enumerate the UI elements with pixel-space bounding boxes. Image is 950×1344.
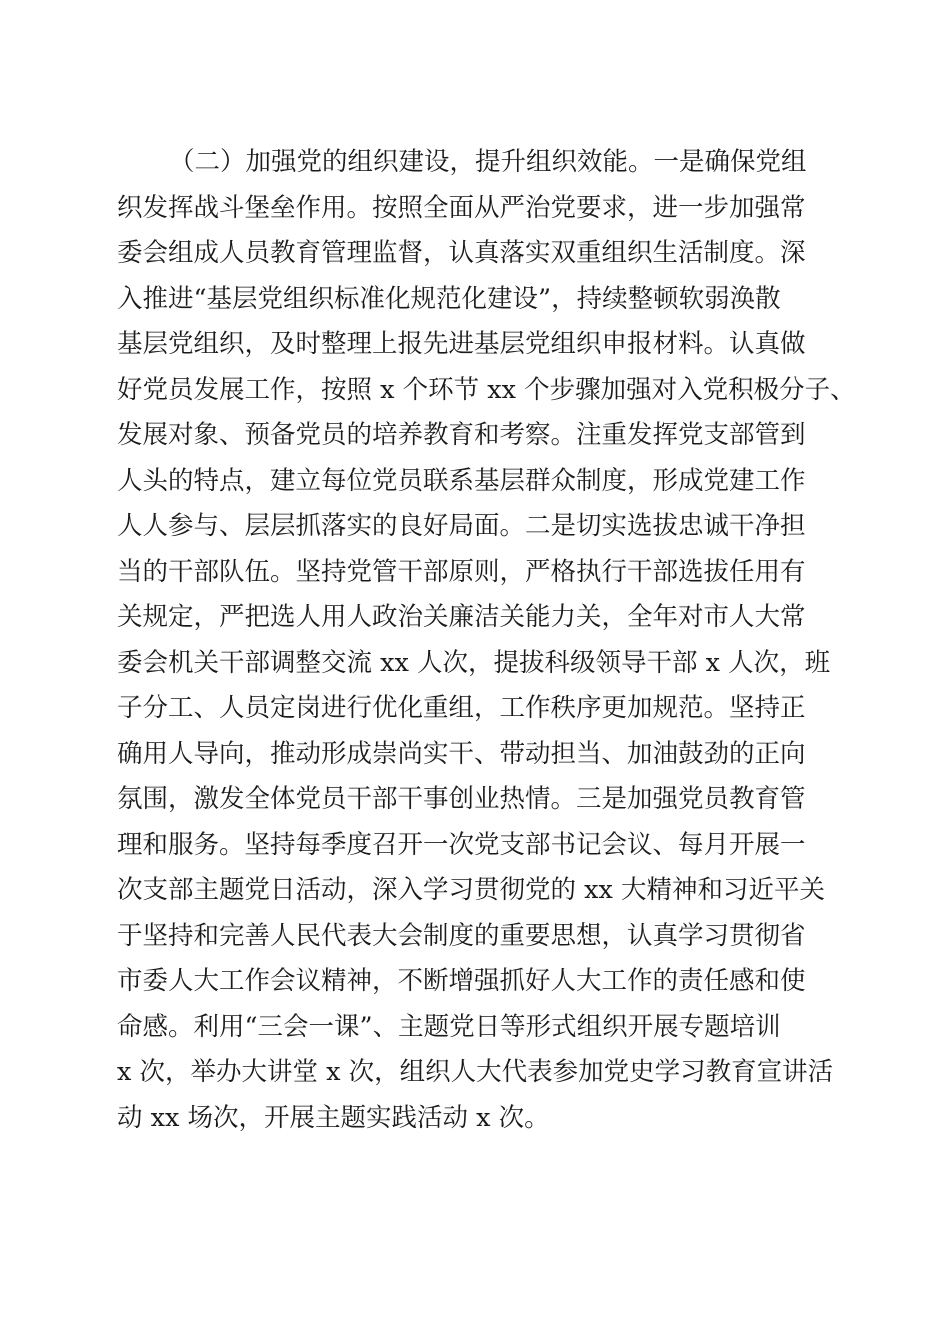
text-line: 关规定，严把选人用人政治关廉洁关能力关，全年对市人大常 — [117, 602, 806, 632]
text-line: 氛围，激发全体党员干部干事创业热情。三是加强党员教育管 — [117, 784, 806, 814]
text-line: 委会组成人员教育管理监督，认真落实双重组织生活制度。深 — [117, 238, 806, 268]
text-line: 基层党组织，及时整理上报先进基层党组织申报材料。认真做 — [117, 329, 806, 359]
text-line: 市委人大工作会议精神，不断增强抓好人大工作的责任感和使 — [117, 966, 806, 996]
text-line: 动 xx 场次，开展主题实践活动 x 次。 — [117, 1102, 550, 1133]
text-line: 委会机关干部调整交流 xx 人次，提拔科级领导干部 x 人次，班 — [117, 647, 831, 678]
text-line: 织发挥战斗堡垒作用。按照全面从严治党要求，进一步加强常 — [117, 192, 806, 223]
text-line: 发展对象、预备党员的培养教育和考察。注重发挥党支部管到 — [117, 420, 806, 450]
text-line: 人人参与、层层抓落实的良好局面。二是切实选拔忠诚干净担 — [117, 511, 806, 541]
text-line: 命感。利用“三会一课”、主题党日等形式组织开展专题培训 — [117, 1011, 781, 1042]
text-line: 好党员发展工作，按照 x 个环节 xx 个步骤加强对入党积极分子、 — [117, 374, 856, 405]
text-line: x 次，举办大讲堂 x 次，组织人大代表参加党史学习教育宣讲活 — [117, 1057, 834, 1087]
text-line: 入推进“基层党组织标准化规范化建设”，持续整顿软弱涣散 — [117, 283, 781, 314]
text-line: 当的干部队伍。坚持党管干部原则，严格执行干部选拔任用有 — [117, 556, 806, 587]
text-line: 确用人导向，推动形成崇尚实干、带动担当、加油鼓劲的正向 — [117, 738, 806, 769]
text-line: 次支部主题党日活动，深入学习贯彻党的 xx 大精神和习近平关 — [117, 875, 825, 905]
text-line: （二）加强党的组织建设，提升组织效能。一是确保党组 — [169, 147, 807, 177]
text-line: 于坚持和完善人民代表大会制度的重要思想，认真学习贯彻省 — [117, 920, 806, 951]
body-paragraph — [117, 140, 856, 1141]
text-line: 理和服务。坚持每季度召开一次党支部书记会议、每月开展一 — [117, 829, 806, 860]
text-line: 子分工、人员定岗进行优化重组，工作秩序更加规范。坚持正 — [117, 693, 806, 723]
text-line: 人头的特点，建立每位党员联系基层群众制度，形成党建工作 — [117, 465, 806, 496]
